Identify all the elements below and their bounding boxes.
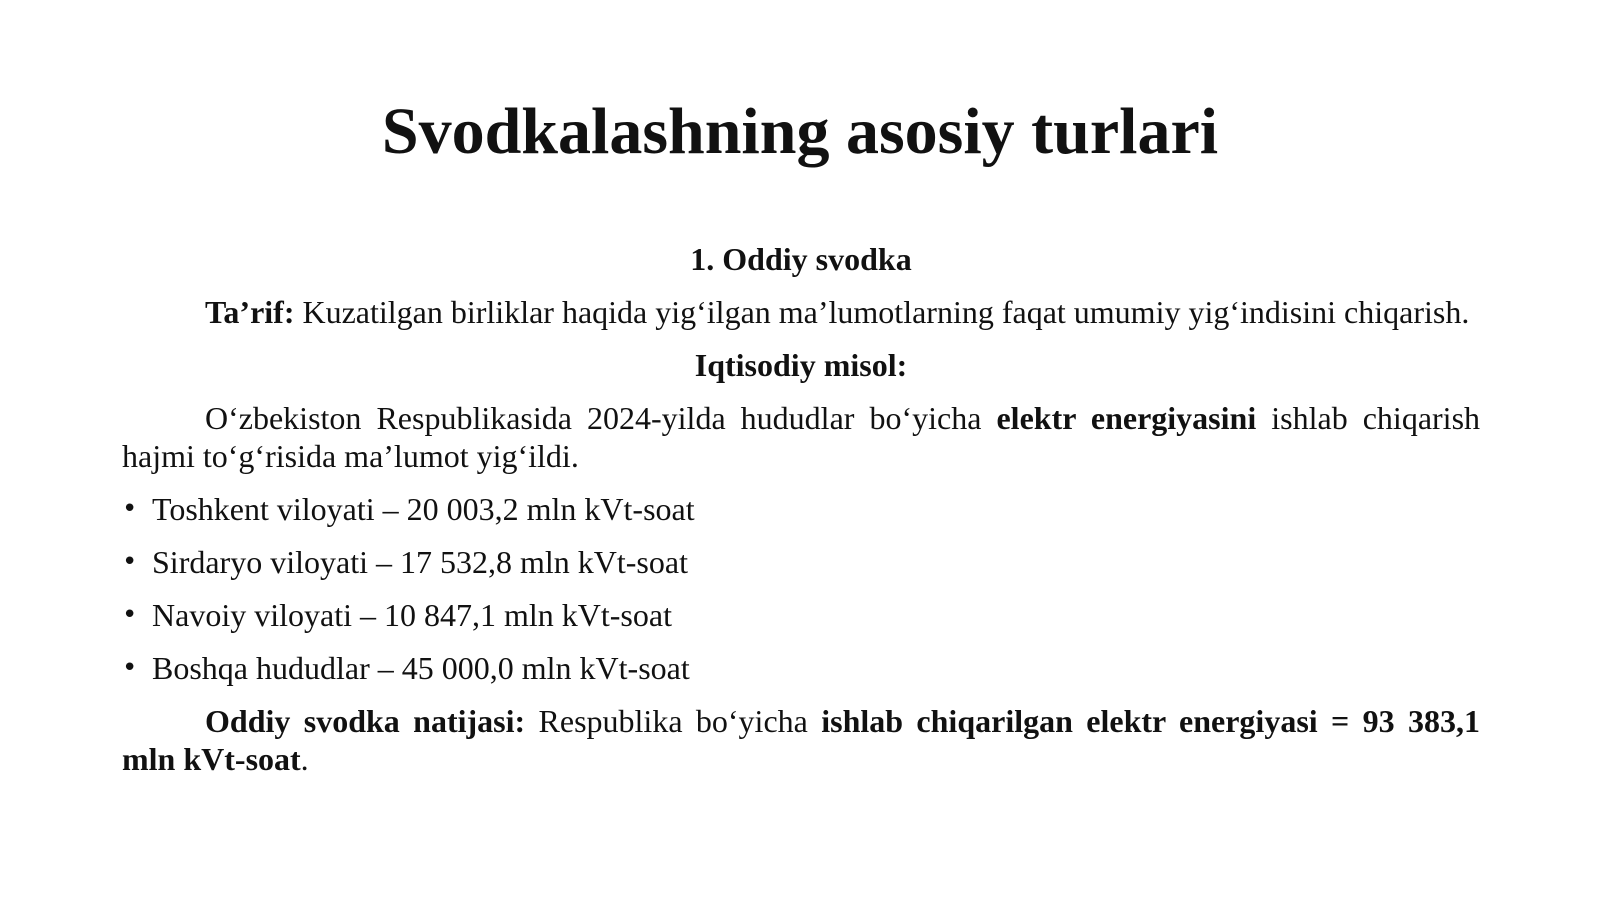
bullet-icon: • bbox=[122, 494, 138, 524]
result-end: . bbox=[300, 741, 309, 777]
definition-paragraph bbox=[122, 293, 1480, 331]
slide-content bbox=[122, 240, 1480, 793]
list-item-text: Boshqa hududlar – 45 000,0 mln kVt-soat bbox=[152, 650, 690, 686]
list-item bbox=[122, 490, 1480, 528]
list-item bbox=[122, 649, 1480, 687]
bullet-icon: • bbox=[122, 653, 138, 683]
result-bold: ishlab chiqarilgan elektr energiyasi = 93 383,1 mln kVt-soat bbox=[122, 703, 1481, 777]
example-intro-after: ishlab chiqarish hajmi to‘g‘risida ma’lumot yig‘ildi. bbox=[122, 400, 1481, 474]
example-heading: Iqtisodiy misol: bbox=[694, 347, 908, 383]
result-label: Oddiy svodka natijasi: bbox=[205, 703, 526, 739]
slide-title: Svodkalashning asosiy turlari bbox=[381, 95, 1219, 168]
example-intro-bold: elektr energiyasini bbox=[996, 400, 1257, 436]
list-item-text: Sirdaryo viloyati – 17 532,8 mln kVt-soat bbox=[152, 544, 688, 580]
list-item-text: Navoiy viloyati – 10 847,1 mln kVt-soat bbox=[152, 597, 672, 633]
list-item-text: Toshkent viloyati – 20 003,2 mln kVt-soat bbox=[152, 491, 695, 527]
section-heading: 1. Oddiy svodka bbox=[690, 241, 912, 277]
definition-label: Ta’rif: bbox=[205, 294, 295, 330]
result-paragraph bbox=[122, 702, 1480, 778]
result-text: Respublika bo‘yicha bbox=[525, 703, 822, 739]
region-list bbox=[122, 490, 1480, 687]
definition-text: Kuzatilgan birliklar haqida yig‘ilgan ma’lumotlarning faqat umumiy yig‘indisini chiqarish. bbox=[294, 294, 1470, 330]
list-item bbox=[122, 596, 1480, 634]
bullet-icon: • bbox=[122, 600, 138, 630]
bullet-icon: • bbox=[122, 547, 138, 577]
list-item bbox=[122, 543, 1480, 581]
example-intro-before: O‘zbekiston Respublikasida 2024-yilda hududlar bo‘yicha bbox=[205, 400, 997, 436]
example-intro-paragraph bbox=[122, 399, 1480, 475]
